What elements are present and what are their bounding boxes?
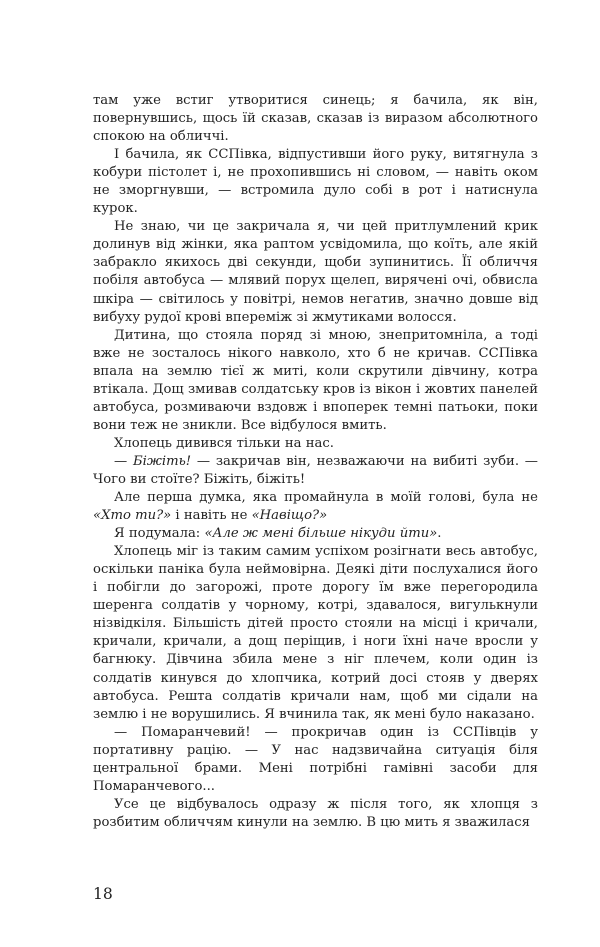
- dialogue-paragraph: [93, 724, 538, 796]
- paragraph: [93, 543, 538, 723]
- text-segment: —: [114, 453, 133, 469]
- text-segment: Усе це відбувалось одразу ж після того, як хлопця з розбитим обличчям кинули на землю. В цю мить я зважилася: [93, 796, 538, 830]
- text-segment: — закричав він, незважаючи на вибиті зуби. — Чого ви стоїте? Біжіть, біжіть!: [93, 453, 538, 487]
- text-segment: Дитина, що стояла поряд зі мною, знепритомніла, а тоді вже не зосталось нікого навколо, хто б не кричав. ССПівка впала на землю тієї ж миті, коли скрутили дівчину, котра втікала. Дощ змивав солдатську кров із вікон і жовтих панелей автобуса, розмиваючи вздовж і впоперек темні патьоки, поки вони теж не зникли. Все відбулося вмить.: [93, 327, 538, 433]
- paragraph: [93, 489, 538, 525]
- paragraph: [93, 525, 538, 543]
- paragraph: [93, 327, 538, 435]
- paragraph: [93, 146, 538, 218]
- paragraph: [93, 796, 538, 832]
- italic-segment: Біжіть!: [132, 453, 192, 469]
- text-segment: І бачила, як ССПівка, відпустивши його руку, витягнула з кобури пістолет і, не прохопившись ні словом, — навіть оком не зморгнувши, — встромила дуло собі в рот і натиснула курок.: [93, 147, 538, 217]
- text-segment: і навіть не: [171, 508, 252, 524]
- text-segment: Я подумала:: [114, 526, 205, 542]
- page-number: 18: [93, 885, 113, 903]
- italic-segment: «Навіщо?»: [251, 508, 328, 524]
- text-segment: Хлопець дивився тільки на нас.: [114, 435, 334, 451]
- body-text: [93, 92, 538, 832]
- text-segment: Хлопець міг із таким самим успіхом розігнати весь автобус, оскільки паніка була неймовірна. Деякі діти послухалися його і побігли до загорожі, проте дорогу їм вже перегородила шеренга солдатів у чорному, котрі, здавалося, вигулькнули нізвідкіля. Більшість дітей просто стояли на місці і кричали, кричали, кричали, а дощ періщив, і ноги їхні наче вросли у багнюку. Дівчина збила мене з ніг плечем, коли один із солдатів кинувся до хлопчика, котрий досі стояв у дверях автобуса. Решта солдатів кричали нам, щоб ми сідали на землю і не ворушились. Я вчинила так, як мені було наказано.: [93, 544, 538, 722]
- paragraph: [93, 218, 538, 326]
- text-segment: .: [437, 526, 442, 542]
- dialogue-paragraph: [93, 453, 538, 489]
- italic-segment: «Але ж мені більше нікуди йти»: [204, 526, 438, 542]
- italic-segment: «Хто ти?»: [93, 508, 172, 524]
- text-segment: Не знаю, чи це закричала я, чи цей притлумлений крик долинув від жінки, яка раптом усвідомила, що коїть, але якій забракло якихось дві секунди, щоби зупинитись. Її обличчя побіля автобуса — млявий порух щелеп, вирячені очі, обвисла шкіра — світилось у повітрі, немов негатив, значно довше від вибуху рудої крові впереміж зі жмутиками волосся.: [93, 219, 538, 325]
- text-segment: Але перша думка, яка промайнула в моїй голові, була не: [114, 490, 538, 506]
- text-segment: — Помаранчевий! — прокричав один із ССПівців у портативну рацію. — У нас надзвичайна ситуація біля центральної брами. Мені потрібні гамівні засоби для Помаранчевого...: [93, 724, 538, 794]
- text-segment: там уже встиг утворитися синець; я бачила, як він, повернувшись, щось їй сказав, сказав із виразом абсолютного спокою на обличчі.: [93, 93, 538, 145]
- paragraph: [93, 92, 538, 146]
- paragraph: [93, 435, 538, 453]
